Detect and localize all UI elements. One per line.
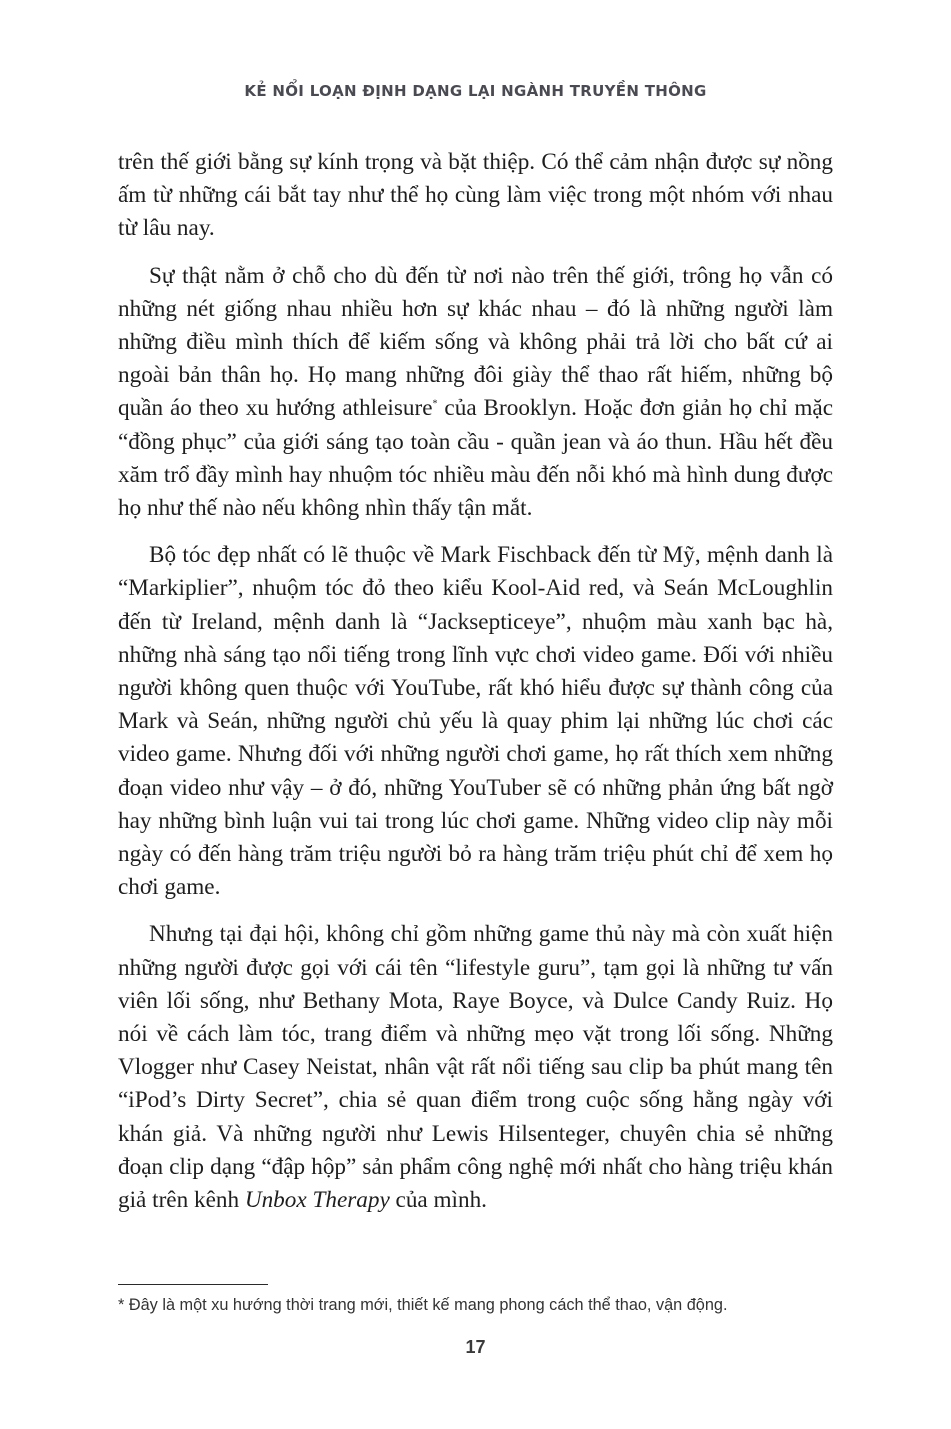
paragraph-2 (118, 260, 833, 526)
paragraph-3: Bộ tóc đẹp nhất có lẽ thuộc về Mark Fischback đến từ Mỹ, mệnh danh là “Markiplier”, nhuộm tóc đỏ theo kiểu Kool-Aid red, và Seán McLoughlin đến từ Ireland, mệnh danh là “Jacksepticeye”, nhuộm màu xanh bạc hà, những nhà sáng tạo nổi tiếng trong lĩnh vực chơi video game. Đối với nhiều người không quen thuộc với YouTube, rất khó hiểu được sự thành công của Mark và Seán, những người chủ yếu là quay phim lại những lúc chơi các video game. Nhưng đối với những người chơi game, họ rất thích xem những đoạn video như vậy – ở đó, những YouTuber sẽ có những phản ứng bất ngờ hay những bình luận vui tai trong lúc chơi game. Những video clip này mỗi ngày có đến hàng trăm triệu người bỏ ra hàng trăm triệu phút chỉ để xem họ chơi game. (118, 542, 833, 901)
footnote: * Đây là một xu hướng thời trang mới, thiết kế mang phong cách thể thao, vận động. (118, 1296, 728, 1314)
paragraph-2-text-b: của Brooklyn. Hoặc đơn giản họ chỉ mặc “đồng phục” của giới sáng tạo toàn cầu - quần jean và áo thun. Hầu hết đều xăm trổ đầy mình hay nhuộm tóc nhiều màu đến nỗi khó mà hình dung được họ như thế nào nếu không nhìn thấy tận mắt. (118, 395, 833, 522)
body-text (118, 146, 833, 1231)
channel-name: Unbox Therapy (244, 1187, 390, 1214)
running-header: KẺ NỔI LOẠN ĐỊNH DẠNG LẠI NGÀNH TRUYỀN THÔNG (244, 82, 707, 100)
paragraph-4-text-b: của mình. (389, 1187, 487, 1214)
footnote-marker: * (432, 398, 438, 410)
paragraph-continuation: trên thế giới bằng sự kính trọng và bặt thiệp. Có thể cảm nhận được sự nồng ấm từ những cái bắt tay như thể họ cùng làm việc trong một nhóm với nhau từ lâu nay. (118, 149, 833, 242)
page-number: 17 (465, 1337, 486, 1357)
paragraph-4 (118, 918, 833, 1217)
paragraph-4-text-a: Nhưng tại đại hội, không chỉ gồm những game thủ này mà còn xuất hiện những người được gọi với cái tên “lifestyle guru”, tạm gọi là những tư vấn viên lối sống, như Bethany Mota, Raye Boyce, và Dulce Candy Ruiz. Họ nói về cách làm tóc, trang điểm và những mẹo vặt trong lối sống. Những Vlogger như Casey Neistat, nhân vật rất nổi tiếng sau clip ba phút mang tên “iPod’s Dirty Secret”, chia sẻ quan điểm trong cuộc sống hằng ngày với khán giả. Và những người như Lewis Hilsenteger, chuyên chia sẻ những đoạn clip dạng “đập hộp” sản phẩm công nghệ mới nhất cho hàng triệu khán giả trên kênh (118, 921, 833, 1214)
paragraph-2-text-a: Sự thật nằm ở chỗ cho dù đến từ nơi nào trên thế giới, trông họ vẫn có những nét giống nhau nhiều hơn sự khác nhau – đó là những người làm những điều mình thích để kiếm sống và không phải trả lời cho bất cứ ai ngoài bản thân họ. Họ mang những đôi giày thể thao rất hiếm, những bộ quần áo theo xu hướng athleisure (118, 262, 833, 422)
footnote-divider (118, 1284, 268, 1285)
